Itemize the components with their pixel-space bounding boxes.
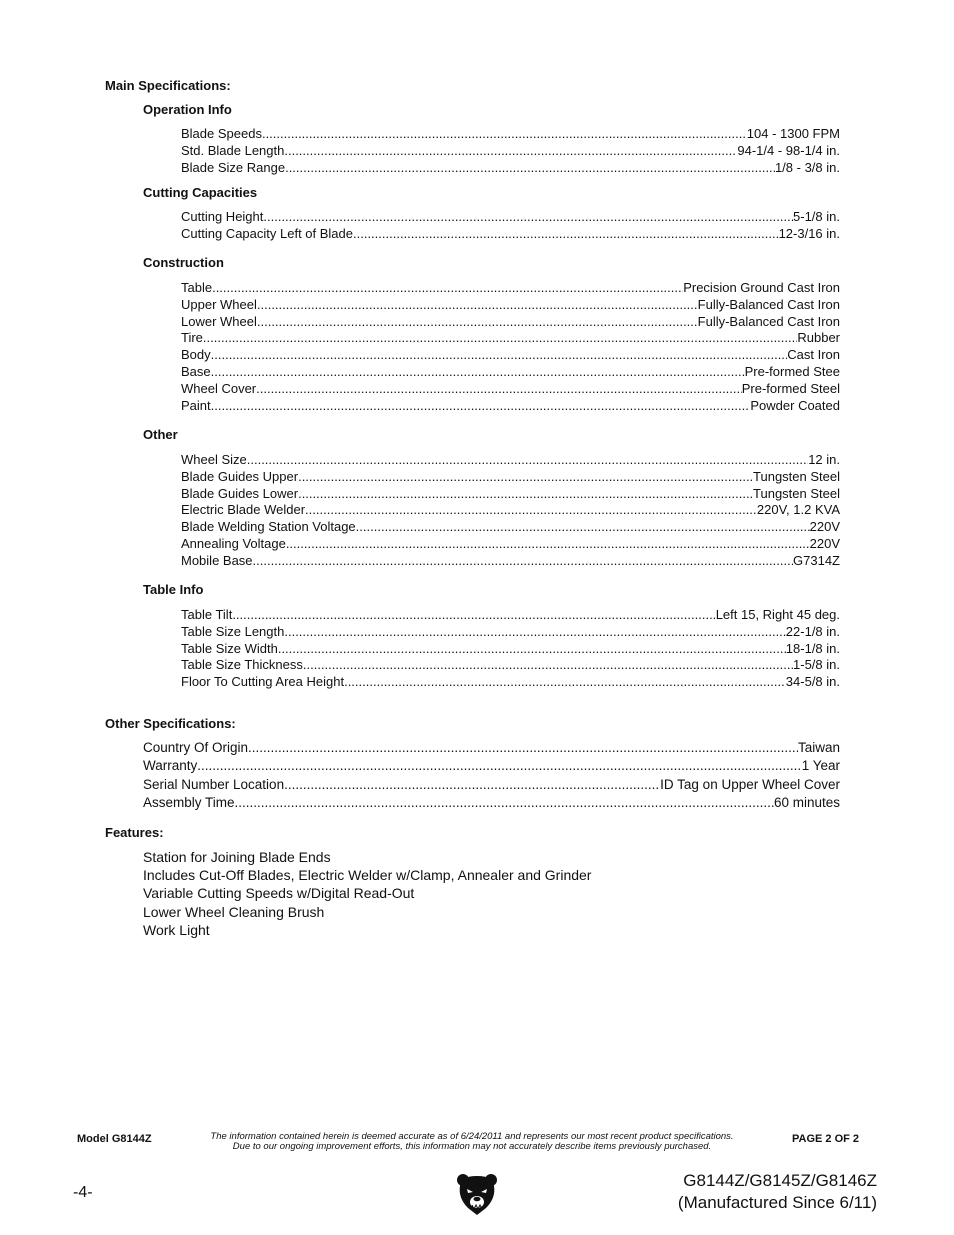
footer-page-count: PAGE 2 OF 2 bbox=[792, 1133, 860, 1145]
spec-value: 1-5/8 in. bbox=[793, 657, 840, 672]
spec-label: Tire bbox=[181, 330, 203, 345]
section-heading-table-info: Table Info bbox=[143, 582, 204, 597]
spec-label: Base bbox=[181, 364, 211, 379]
footer-model: Model G8144Z bbox=[77, 1133, 152, 1145]
spec-value: 1 Year bbox=[801, 758, 840, 773]
spec-label: Electric Blade Welder bbox=[181, 502, 306, 517]
spec-value: 5-1/8 in. bbox=[793, 209, 840, 224]
main-specifications-heading: Main Specifications: bbox=[105, 78, 231, 93]
spec-row bbox=[181, 208, 840, 225]
spec-value: Precision Ground Cast Iron bbox=[683, 280, 840, 295]
spec-value: Rubber bbox=[797, 330, 840, 345]
page-number: -4- bbox=[73, 1184, 93, 1201]
spec-value: 220V, 1.2 KVA bbox=[756, 502, 840, 517]
spec-row bbox=[181, 552, 840, 569]
spec-label: Table Tilt bbox=[181, 607, 233, 622]
spec-row bbox=[181, 397, 840, 414]
spec-row bbox=[143, 794, 840, 811]
spec-label: Upper Wheel bbox=[181, 297, 257, 312]
spec-value: 18-1/8 in. bbox=[785, 641, 840, 656]
spec-value: 220V bbox=[809, 536, 840, 551]
spec-row bbox=[181, 380, 840, 397]
spec-value: Fully-Balanced Cast Iron bbox=[697, 314, 840, 329]
spec-label: Serial Number Location bbox=[143, 777, 285, 792]
spec-row bbox=[181, 363, 840, 380]
spec-label: Table Size Thickness bbox=[181, 657, 303, 672]
spec-row bbox=[181, 125, 840, 142]
spec-label: Mobile Base bbox=[181, 553, 253, 568]
feature-item: Work Light bbox=[143, 922, 210, 938]
spec-label: Blade Guides Upper bbox=[181, 469, 299, 484]
spec-row bbox=[181, 485, 840, 502]
footer-disclaimer-line2: Due to our ongoing improvement efforts, this information may not accurately describe items previously purchased. bbox=[232, 1141, 712, 1152]
spec-label: Blade Speeds bbox=[181, 126, 262, 141]
bear-head-logo-icon bbox=[456, 1172, 498, 1216]
spec-row bbox=[181, 346, 840, 363]
spec-label: Cutting Capacity Left of Blade bbox=[181, 226, 353, 241]
feature-item: Station for Joining Blade Ends bbox=[143, 849, 331, 865]
section-heading-cutting-capacities: Cutting Capacities bbox=[143, 185, 258, 200]
spec-row bbox=[181, 623, 840, 640]
feature-item: Lower Wheel Cleaning Brush bbox=[143, 904, 325, 920]
footer-disclaimer bbox=[170, 1132, 774, 1152]
section-heading-operation-info: Operation Info bbox=[143, 102, 232, 117]
spec-label: Std. Blade Length bbox=[181, 143, 285, 158]
spec-label: Body bbox=[181, 347, 211, 362]
spec-value: 1/8 - 3/8 in. bbox=[774, 160, 840, 175]
spec-value: 220V bbox=[809, 519, 840, 534]
spec-label: Lower Wheel bbox=[181, 314, 257, 329]
spec-row bbox=[181, 279, 840, 296]
spec-row bbox=[181, 656, 840, 673]
spec-label: Wheel Cover bbox=[181, 381, 257, 396]
spec-value: Tungsten Steel bbox=[753, 486, 840, 501]
spec-row bbox=[181, 159, 840, 176]
spec-label: Floor To Cutting Area Height bbox=[181, 674, 345, 689]
spec-row bbox=[181, 451, 840, 468]
spec-row bbox=[181, 640, 840, 657]
spec-label: Blade Size Range bbox=[181, 160, 286, 175]
section-heading-construction: Construction bbox=[143, 255, 224, 270]
spec-label: Table Size Width bbox=[181, 641, 278, 656]
spec-row bbox=[181, 673, 840, 690]
spec-row bbox=[181, 468, 840, 485]
spec-label: Wheel Size bbox=[181, 452, 247, 467]
spec-value: G7314Z bbox=[793, 553, 840, 568]
section-heading-other: Other bbox=[143, 427, 178, 442]
footer-disclaimer-line1: The information contained herein is deemed accurate as of 6/24/2011 and represents our most recent product specifications. bbox=[210, 1131, 734, 1142]
footer-manufactured-date: (Manufactured Since 6/11) bbox=[677, 1193, 877, 1212]
spec-row bbox=[143, 739, 840, 756]
spec-value: 34-5/8 in. bbox=[785, 674, 840, 689]
spec-label: Cutting Height bbox=[181, 209, 264, 224]
spec-row bbox=[181, 296, 840, 313]
features-heading: Features: bbox=[105, 825, 164, 840]
footer-models-block bbox=[678, 1170, 877, 1214]
spec-row bbox=[181, 313, 840, 330]
spec-row bbox=[181, 142, 840, 159]
spec-value: Taiwan bbox=[797, 740, 840, 755]
spec-row bbox=[181, 518, 840, 535]
spec-value: 60 minutes bbox=[773, 795, 840, 810]
spec-label: Assembly Time bbox=[143, 795, 235, 810]
spec-row bbox=[181, 501, 840, 518]
spec-value: Fully-Balanced Cast Iron bbox=[697, 297, 840, 312]
spec-label: Blade Welding Station Voltage bbox=[181, 519, 356, 534]
spec-row bbox=[181, 329, 840, 346]
spec-value: Pre-formed Stee bbox=[744, 364, 840, 379]
spec-value: 12-3/16 in. bbox=[778, 226, 840, 241]
spec-label: Annealing Voltage bbox=[181, 536, 286, 551]
other-specifications-heading: Other Specifications: bbox=[105, 716, 236, 731]
spec-label: Country Of Origin bbox=[143, 740, 249, 755]
spec-value: Cast Iron bbox=[787, 347, 840, 362]
spec-row bbox=[143, 757, 840, 774]
spec-value: Tungsten Steel bbox=[753, 469, 840, 484]
spec-label: Warranty bbox=[143, 758, 198, 773]
spec-value: Powder Coated bbox=[750, 398, 840, 413]
spec-label: Table Size Length bbox=[181, 624, 285, 639]
spec-value: ID Tag on Upper Wheel Cover bbox=[660, 777, 840, 792]
spec-value: Left 15, Right 45 deg. bbox=[715, 607, 840, 622]
spec-value: 94-1/4 - 98-1/4 in. bbox=[737, 143, 840, 158]
footer-model-numbers: G8144Z/G8145Z/G8146Z bbox=[683, 1171, 877, 1190]
spec-row bbox=[181, 535, 840, 552]
spec-row bbox=[181, 225, 840, 242]
spec-label: Paint bbox=[181, 398, 211, 413]
spec-value: 22-1/8 in. bbox=[785, 624, 840, 639]
spec-row bbox=[143, 776, 840, 793]
feature-item: Variable Cutting Speeds w/Digital Read-Out bbox=[143, 885, 415, 901]
spec-value: 104 - 1300 FPM bbox=[746, 126, 840, 141]
spec-label: Blade Guides Lower bbox=[181, 486, 299, 501]
spec-row bbox=[181, 606, 840, 623]
feature-item: Includes Cut-Off Blades, Electric Welder w/Clamp, Annealer and Grinder bbox=[143, 867, 592, 883]
spec-value: 12 in. bbox=[808, 452, 840, 467]
spec-value: Pre-formed Steel bbox=[741, 381, 840, 396]
spec-label: Table bbox=[181, 280, 213, 295]
